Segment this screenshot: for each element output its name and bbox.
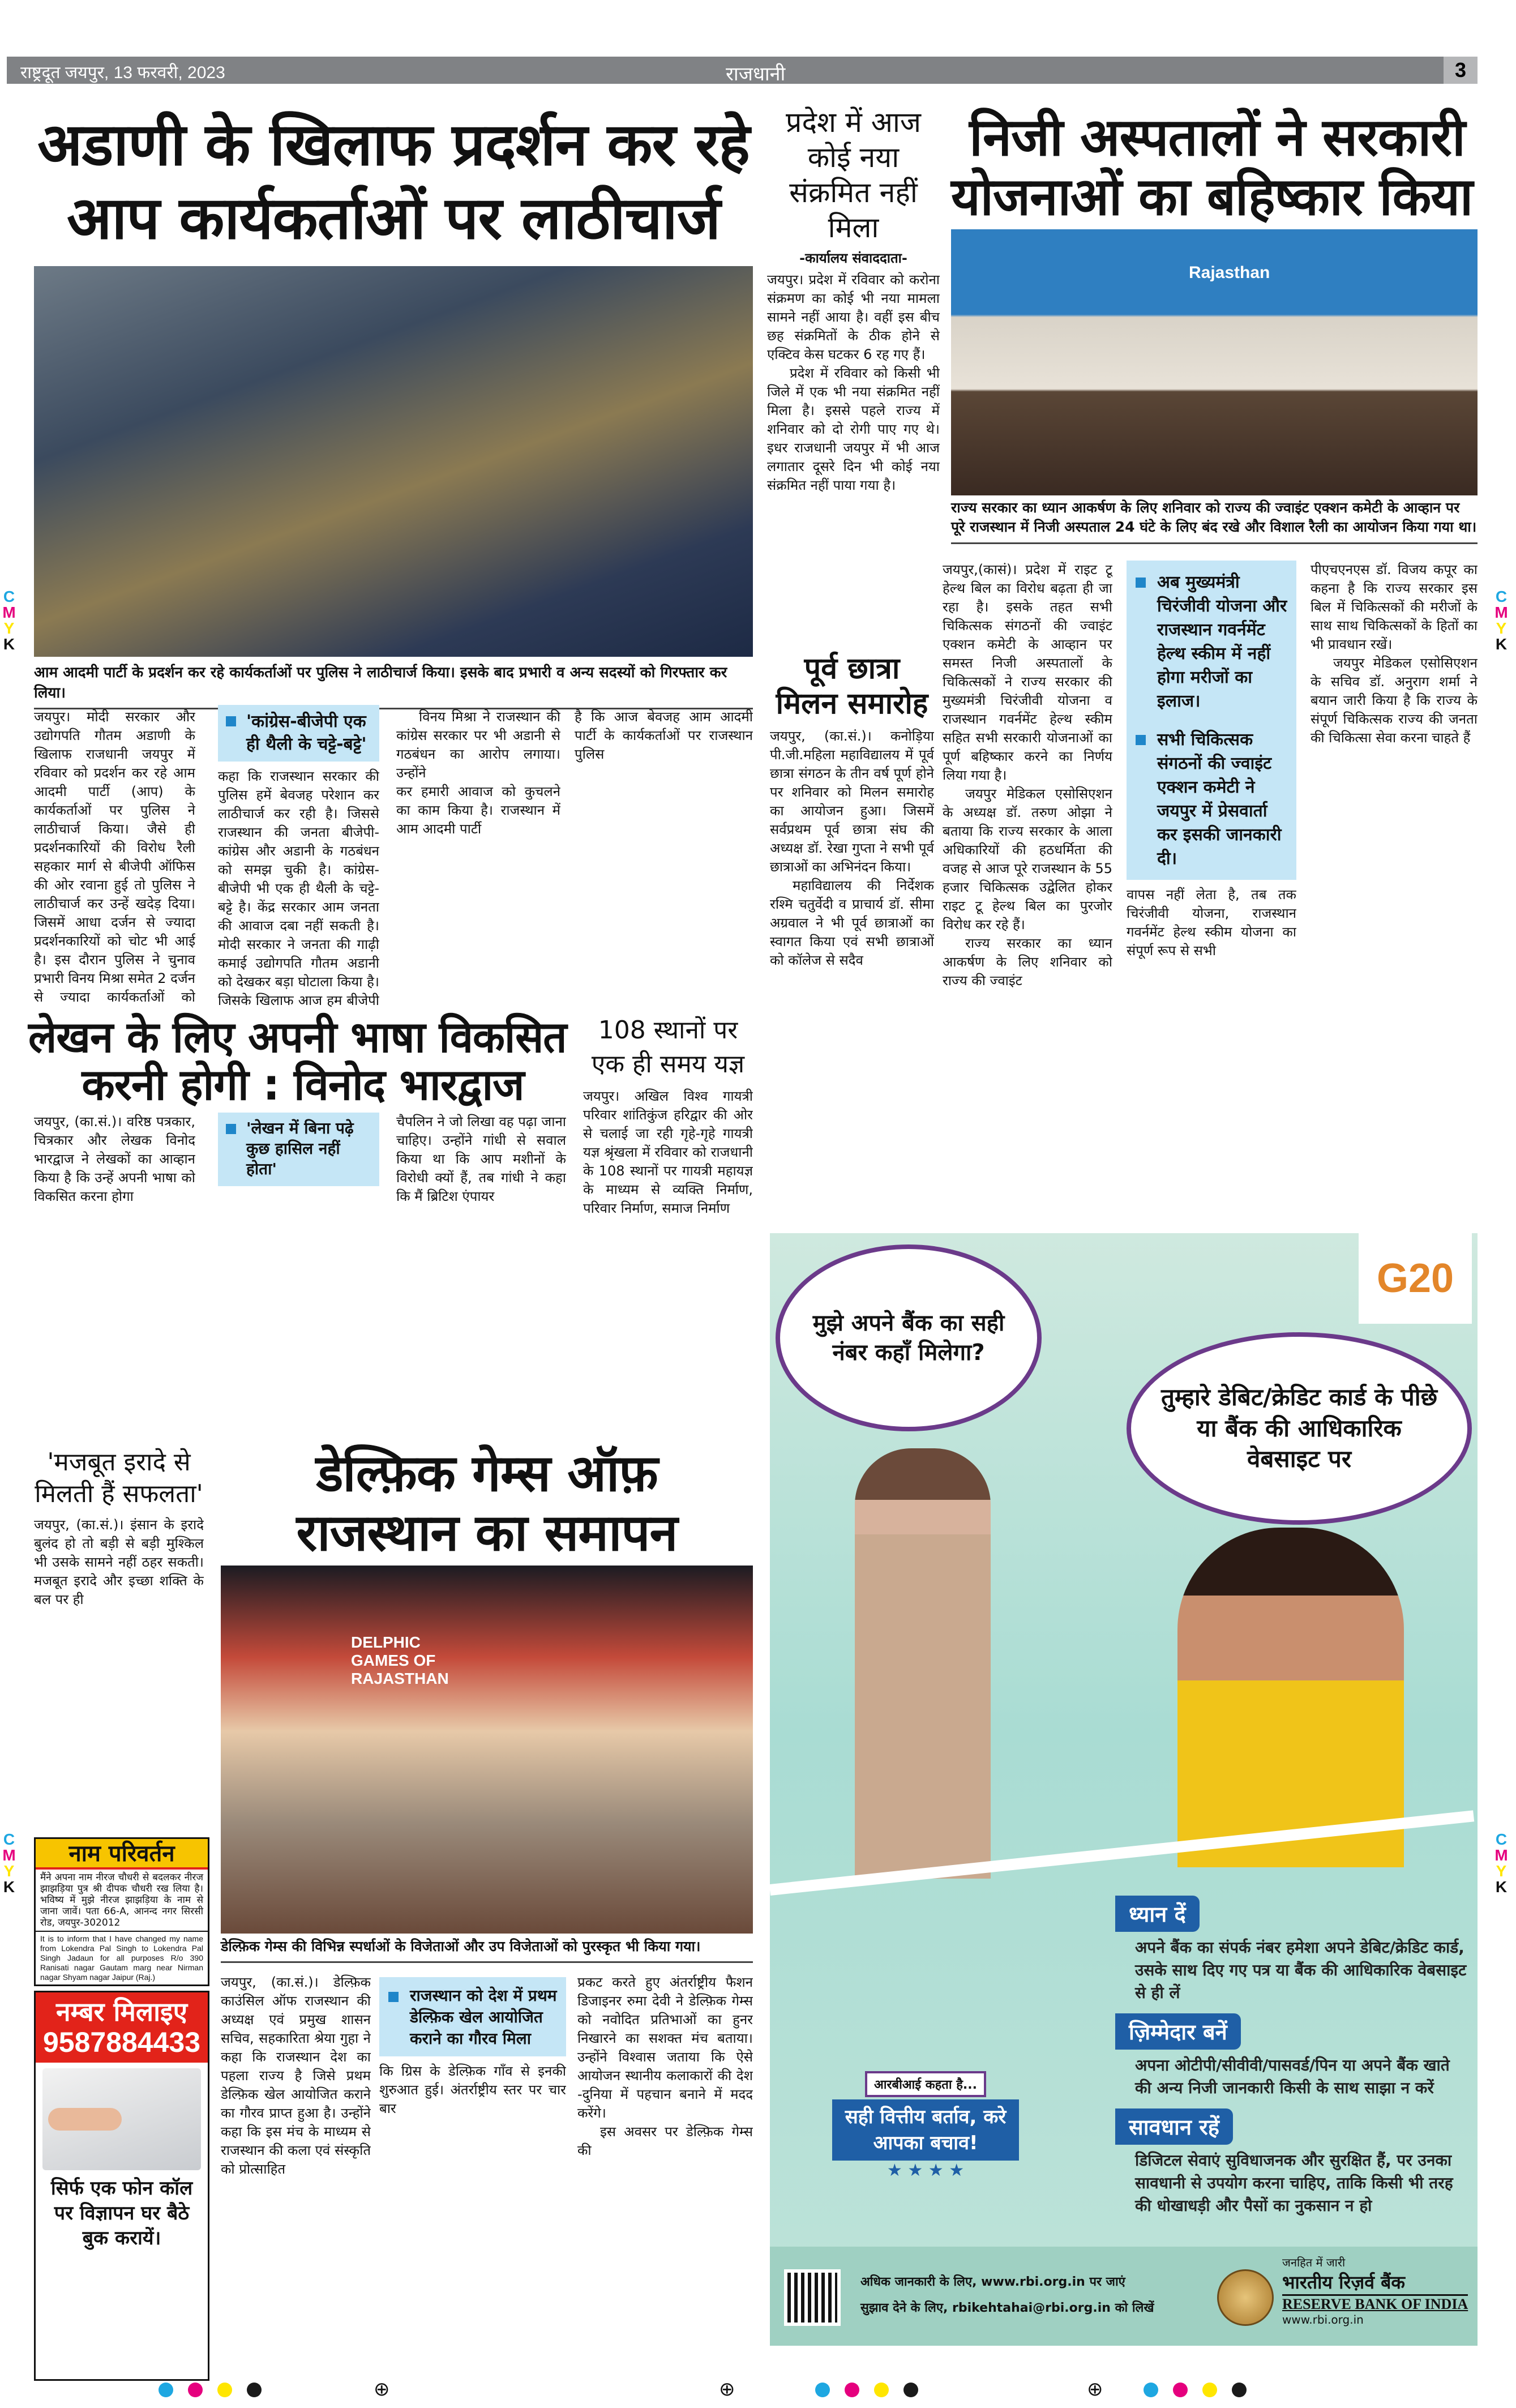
adani-headline — [28, 108, 759, 255]
cmyk-m: M — [1494, 1846, 1508, 1864]
bank-url[interactable]: www.rbi.org.in — [1282, 2313, 1364, 2326]
alumni-story — [770, 651, 934, 1223]
rbi-advertisement — [770, 1233, 1478, 2346]
rbi-badge — [832, 2071, 1019, 2180]
delphic-headline — [221, 1444, 753, 1563]
man-figure — [855, 1448, 991, 1879]
bank-name-hindi: भारतीय रिज़र्व बैंक — [1282, 2272, 1406, 2293]
registration-dot — [874, 2383, 889, 2397]
bullet-icon — [226, 716, 236, 726]
tip-text: अपना ओटीपी/सीवीवी/पासवर्ड/पिन या अपने बैंक खाते की अन्य निजी जानकारी किसी के साथ साझा न करें — [1135, 2056, 1450, 2097]
name-change-notice — [34, 1837, 209, 1986]
covid-headline: प्रदेश में आज कोई नया संक्रमित नहीं मिला — [786, 106, 921, 244]
pull-item — [1157, 728, 1290, 871]
column-text — [943, 561, 1112, 1223]
delphic-column-2 — [379, 1977, 566, 2381]
notice-english: It is to inform that I have changed my name from Lokendra Pal Singh to Lokendra Pal Singh Jadaun for all purposes R/o 390 Ranisati nagar Gautam marg near Nirman nagar Shyam nagar Jaipur (Raj.) — [40, 1934, 203, 1982]
headline-line: करनी होगी : विनोद भारद्वाज — [82, 1059, 524, 1110]
cmyk-k: K — [3, 635, 15, 653]
tip-title: ध्यान दें — [1115, 1896, 1200, 1932]
paragraph: कर हमारी आवाज को कुचलने का काम किया है। राजस्थान में आम आदमी पार्टी — [396, 784, 560, 837]
qr-code-icon[interactable] — [784, 2269, 841, 2326]
registration-dot — [159, 2383, 173, 2397]
writing-pull-quote — [218, 1113, 379, 1186]
paragraph: विनय मिश्रा ने राजस्थान की कांग्रेस सरकार पर भी अडानी से गठबंधन का आरोप लगाया। उन्होंने — [396, 709, 560, 781]
ad-phone-number[interactable]: 9587884433 — [42, 2026, 201, 2058]
registration-crosshair-icon: ⊕ — [719, 2378, 735, 2401]
cmyk-m: M — [2, 604, 16, 621]
column-text — [1311, 561, 1478, 1223]
registration-dot — [1202, 2383, 1217, 2397]
column-text — [379, 2062, 566, 2381]
column-text — [34, 708, 195, 1008]
protest-photo — [34, 266, 753, 657]
classified-ad — [34, 1991, 209, 2381]
paragraph: जयपुर मेडिकल एसोसिएशन के सचिव डॉ. अनुराग शर्मा ने बयान जारी किया है कि राज्य के संपूर्ण चिकित्सक राज्य की जनता की चिकित्सा सेवा करना चाहते हैं — [1311, 655, 1478, 746]
registration-crosshair-icon: ⊕ — [374, 2378, 390, 2401]
cmyk-k: K — [1495, 635, 1508, 653]
hospitals-column-1 — [943, 561, 1112, 1223]
writing-column-3 — [396, 1113, 566, 1430]
adani-column-4 — [575, 708, 753, 1008]
hospitals-pull-box — [1127, 561, 1296, 880]
hospitals-column-3 — [1311, 561, 1478, 1223]
adani-caption: आम आदमी पार्टी के प्रदर्शन कर रहे कार्यकर्ताओं पर पुलिस ने लाठीचार्ज किया। इसके बाद प्रभारी व अन्य सदस्यों को गिरफ्तार कर लिया। — [34, 661, 753, 709]
paragraph: कहा कि राजस्थान सरकार की पुलिस हमें बेवजह परेशान कर लाठीचार्ज कर रही है। जिससे राजस्थान की जनता बीजेपी-कांग्रेस और अडानी के गठबंधन को समझ चुकी है। कांग्रेस-बीजेपी भी एक ही थैली के चट्टे-बट्टे है। केंद्र सरकार आम जनता की आवाज दबा नहीं सकती है। मोदी सरकार ने जनता की गाढ़ी कमाई उद्योगपति गौतम अडानी को देखकर बड़ा घोटाला किया है। जिसके खिलाफ आज हम बीजेपी — [218, 768, 379, 1008]
covid-byline: -कार्यालय संवाददाता- — [799, 250, 907, 266]
hospitals-caption: राज्य सरकार का ध्यान आकर्षण के लिए शनिवार को राज्य की ज्वाइंट एक्शन कमेटी के आव्हान पर पूरे राजस्थान में निजी अस्पताल 24 घंटे के लिए बंद रखे और विशाल रैली का आयोजन किया गया था। — [951, 498, 1478, 544]
headline-line: राजस्थान का समापन — [296, 1503, 678, 1563]
paragraph: प्रदेश में रविवार को किसी भी जिले में एक भी नया संक्रमित नहीं मिला है। इससे पहले राज्य में शनिवार को दो रोगी पाए गए थे। इधर राजधानी जयपुर में भी आज लगातार दूसरे दिन भी कोई नया संक्रमित नहीं पाया गया है। — [767, 365, 940, 493]
registration-dot — [845, 2383, 859, 2397]
column-text — [34, 1113, 195, 1430]
writing-headline — [28, 1013, 577, 1109]
paragraph: जयपुर। अखिल विश्व गायत्री परिवार शांतिकुंज हरिद्वार की ओर से चलाई जा रही गृहे-गृहे गायत्री यज्ञ श्रृंखला में रविवार को राजधानी के 108 स्थानों पर गायत्री महायज्ञ के माध्यम से व्यक्ति निर्माण, परिवार निर्माण, समाज निर्माण — [583, 1088, 753, 1216]
success-headline: 'मजबूत इरादे से मिलती हैं सफलता' — [35, 1448, 203, 1508]
paragraph: जयपुर, (का.सं.)। डेल्फ़िक काउंसिल ऑफ राजस्थान की अध्यक्ष एवं प्रमुख शासन सचिव, सहकारिता श्रेया गुहा ने कहा कि राजस्थान देश का पहला राज्य है जिसे प्रथम डेल्फ़िक खेल आयोजित कराने का गौरव प्राप्त हुआ है। उन्होंने कहा कि इस मंच के माध्यम से राजस्थान की कला एवं संस्कृति को प्रोत्साहित — [221, 1974, 371, 2177]
cmyk-mark — [1494, 589, 1508, 652]
stars-icon: ★ ★ ★ ★ — [887, 2161, 965, 2180]
adani-column-2 — [218, 705, 379, 1008]
notice-title: नाम परिवर्तन — [36, 1839, 208, 1870]
bullet-icon — [1136, 578, 1146, 588]
paragraph: राज्य सरकार का ध्यान आकर्षण के लिए शनिवार को राज्य की ज्वाइंट — [943, 935, 1112, 989]
column-text — [1127, 886, 1296, 1223]
success-story — [34, 1447, 204, 1826]
headline-line: लेखन के लिए अपनी भाषा विकसित — [28, 1012, 567, 1062]
writing-column-2 — [218, 1113, 379, 1430]
paragraph: जयपुर,(कासं)। प्रदेश में राइट टू हेल्थ बिल का विरोध बढ़ता ही जा रहा है। इसके तहत सभी चिकित्सक संगठनों की ज्वाइंट एक्शन कमेटी के आव्हान पर समस्त निजी अस्पतालों के चिकित्सकों ने राज्य सरकार की मुख्यमंत्री चिरंजीवी योजना व राजस्थान गवर्नमेंट हेल्थ स्कीम सहित सभी सरकारी योजनाओं का पूर्ण बहिष्कार करने का निर्णय लिया गया है। — [943, 562, 1112, 783]
tip-text: अपने बैंक का संपर्क नंबर हमेशा अपने डेबिट/क्रेडिट कार्ड, उसके साथ दिए गए पत्र या बैंक की आधिकारिक वेबसाइट से ही लें — [1135, 1938, 1467, 2002]
cmyk-mark — [1494, 1832, 1508, 1895]
section-title: राजधानी — [726, 63, 786, 85]
cmyk-y: Y — [1496, 619, 1507, 637]
registration-dot — [1232, 2383, 1247, 2397]
page-number: 3 — [1444, 57, 1478, 84]
registration-dot — [247, 2383, 262, 2397]
paragraph: जयपुर मेडिकल एसोसिएशन के अध्यक्ष डॉ. तरुण ओझा ने बताया कि राज्य सरकार के आला अधिकारियों की हठधर्मिता की वजह से आज पूरे राजस्थान के 55 हजार चिकित्सक उद्वेलित होकर राइट टू हेल्थ बिल का पुरजोर विरोध कर रहे हैं। — [943, 786, 1112, 933]
writing-column-1 — [34, 1113, 195, 1430]
cmyk-c: C — [1495, 1830, 1508, 1848]
bullet-icon — [1136, 735, 1146, 745]
bullet-icon — [226, 1124, 236, 1134]
cmyk-k: K — [3, 1878, 15, 1896]
paragraph: चैपलिन ने जो लिखा वह पढ़ा जाना चाहिए। उन्होंने गांधी से सवाल किया था कि आप मशीनों के विरोधी क्यों हैं, तब गांधी ने कहा कि मैं ब्रिटिश एंपायर — [396, 1114, 566, 1204]
column-text — [396, 708, 560, 1008]
paragraph: पीएचएनएस डॉ. विजय कपूर का कहना है कि राज्य सरकार इस बिल में चिकित्सकों की मरीजों के साथ साथ चिकित्सकों के हितों का भी प्रावधान रखें। — [1311, 562, 1478, 652]
cmyk-y: Y — [3, 619, 15, 637]
paragraph: है कि आज बेवजह आम आदमी पार्टी के कार्यकर्ताओं पर राजस्थान पुलिस — [575, 709, 753, 762]
column-text — [577, 1973, 753, 2381]
paragraph: जयपुर, (का.सं.)। वरिष्ठ पत्रकार, चित्रकार और लेखक विनोद भारद्वाज ने लेखकों का आव्हान किया है कि उन्हें अपनी भाषा को विकसित करना होगा — [34, 1114, 195, 1204]
photo-banner-text: Rajasthan — [1189, 263, 1270, 282]
paragraph: प्रकट करते हुए अंतर्राष्ट्रीय फैशन डिजाइनर रुमा देवी ने डेल्फ़िक गेम्स को नवोदित प्रतिभाओं का हुनर निखारने का सशक्त मंच बताया। उन्होंने विश्वास जताया कि ऐसे आयोजन स्थानीय कलाकारों की देश -दुनिया में पहचान बनाने में मदद करेंगे। — [577, 1974, 753, 2121]
cmyk-mark — [2, 1832, 16, 1895]
pull-quote-text: 'लेखन में बिना पढ़े कुछ हासिल नहीं होता' — [246, 1119, 354, 1178]
registration-crosshair-icon: ⊕ — [1087, 2378, 1103, 2401]
tips-list — [1129, 1896, 1469, 2222]
headline-line: अडाणी के खिलाफ प्रदर्शन कर रहे — [37, 110, 750, 179]
registration-dot — [903, 2383, 918, 2397]
registration-dot — [1173, 2383, 1188, 2397]
pull-item — [1157, 571, 1290, 713]
column-text — [218, 767, 379, 1008]
tip-title: सावधान रहें — [1115, 2108, 1233, 2145]
paragraph: जयपुर, (का.सं.)। इंसान के इरादे बुलंद हो तो बड़ी से बड़ी मुश्किल भी उसके सामने नहीं ठहर सकती। मजबूत इरादे और इच्छा शक्ति के बल पर ही — [34, 1517, 204, 1607]
registration-dot — [815, 2383, 830, 2397]
ad-footer — [770, 2247, 1478, 2346]
tip-title: ज़िम्मेदार बनें — [1115, 2013, 1241, 2050]
delphic-column-1 — [221, 1973, 371, 2381]
registration-dot — [217, 2383, 232, 2397]
woman-figure — [1177, 1528, 1404, 1867]
column-text — [221, 1973, 371, 2381]
pull-quote-text: अब मुख्यमंत्री चिरंजीवी योजना और राजस्थान गवर्नमेंट हेल्थ स्कीम में नहीं होगा मरीजों का इलाज। — [1157, 572, 1287, 711]
cmyk-k: K — [1495, 1878, 1508, 1896]
covid-story — [767, 105, 940, 645]
pull-quote-text: राजस्थान को देश में प्रथम डेल्फ़िक खेल आयोजित कराने का गौरव मिला — [410, 1986, 557, 2048]
column-text — [575, 708, 753, 1008]
g20-logo: G20 — [1359, 1233, 1472, 1324]
column-text — [396, 1113, 566, 1430]
yagna-body — [583, 1087, 753, 1430]
alumni-body — [770, 727, 934, 1223]
left-ads-column — [34, 1837, 209, 2381]
cmyk-m: M — [2, 1846, 16, 1864]
badge-top-text: आरबीआई कहता है... — [865, 2071, 986, 2097]
ad-title: नम्बर मिलाइए — [55, 1996, 188, 2027]
paragraph: कि ग्रिस के डेल्फ़िक गाँव से इनकी शुरुआत हुई। अंतर्राष्ट्रीय स्तर पर चार बार — [379, 2063, 566, 2116]
hospitals-headline — [951, 108, 1483, 226]
registration-dot — [1144, 2383, 1158, 2397]
paragraph: जयपुर। मोदी सरकार और उद्योगपति गौतम अडाणी के खिलाफ राजधानी जयपुर में रविवार को प्रदर्शन कर रहे आम आदमी पार्टी (आप) के कार्यकर्ताओं पर पुलिस ने लाठीचार्ज किया। जैसे ही प्रदर्शनकारियों की विरोध रैली सहकार मार्ग से बीजेपी ऑफिस की ओर रवाना हुई तो पुलिस ने लाठीचार्ज कर उन्हें खदेड़ दिया। जिसमें आधा दर्जन से ज्यादा प्रदर्शनकारियों को चोट भी आई है। इस दौरान पुलिस ने चुनाव प्रभारी विनय मिश्रा समेत 2 दर्जन से ज्यादा कार्यकर्ताओं को — [34, 709, 195, 1005]
keypad-photo — [42, 2068, 201, 2170]
adani-pull-quote — [218, 705, 379, 762]
answer-bubble: तुम्हारे डेबिट/क्रेडिट कार्ड के पीछे या बैंक की आधिकारिक वेबसाइट पर — [1127, 1332, 1472, 1525]
masthead-bar — [7, 57, 1478, 84]
yagna-story — [583, 1013, 753, 1430]
delphic-pull-quote — [379, 1977, 566, 2056]
rbi-seal-icon — [1217, 2269, 1274, 2326]
headline-line: निजी अस्पतालों ने सरकारी — [969, 107, 1465, 168]
delphic-caption: डेल्फ़िक गेम्स की विभिन्न स्पर्धाओं के विजेताओं और उप विजेताओं को पुरस्कृत भी किया गया। — [221, 1936, 753, 1963]
award-ceremony-photo — [221, 1566, 753, 1934]
info-line: सुझाव देने के लिए, rbikehtahai@rbi.org.in को लिखें — [860, 2301, 1154, 2315]
press-conference-photo — [951, 229, 1478, 495]
photo-banner-text: DELPHIC GAMES OF RAJASTHAN — [351, 1633, 449, 1687]
ad-contact-info — [860, 2269, 1206, 2321]
cmyk-mark — [2, 589, 16, 652]
cmyk-c: C — [3, 1830, 15, 1848]
paragraph: जयपुर, (का.सं.)। कनोड़िया पी.जी.महिला महाविद्यालय में पूर्व छात्रा संगठन के तीन वर्ष पूर्ण होने पर शनिवार को मिलन समारोह का आयोजन हुआ। जिसमें सर्वप्रथम पूर्व छात्रा संघ की अध्यक्ष डॉ. रेखा गुप्ता ने सभी पूर्व छात्राओं का अभिनंदन किया। — [770, 728, 934, 875]
rbi-branding — [1282, 2255, 1468, 2326]
paragraph: महाविद्यालय की निर्देशक रश्मि चतुर्वेदी व प्राचार्य डॉ. सीमा अग्रवाल ने भी पूर्व छात्राओं का स्वागत किया एवं सभी छात्राओं को कॉलेज से सदैव — [770, 878, 934, 968]
covid-body — [767, 271, 940, 645]
cmyk-m: M — [1494, 604, 1508, 621]
headline-line: डेल्फ़िक गेम्स ऑफ़ — [316, 1444, 658, 1503]
finger-icon — [48, 2108, 122, 2131]
cmyk-c: C — [3, 588, 15, 605]
ad-tagline: सिर्फ एक फोन कॉल पर विज्ञापन घर बैठे बुक करायें। — [50, 2177, 193, 2249]
masthead-date: राष्ट्रदूत जयपुर, 13 फरवरी, 2023 — [20, 63, 225, 82]
pull-quote-text: सभी चिकित्सक संगठनों की ज्वाइंट एक्शन कमेटी ने जयपुर में प्रेसवार्ता कर इसकी जानकारी दी। — [1157, 730, 1282, 869]
ad-header — [36, 1992, 208, 2063]
issued-text: जनहित में जारी — [1282, 2256, 1346, 2269]
delphic-column-3 — [577, 1973, 753, 2381]
pull-quote-text: 'कांग्रेस-बीजेपी एक ही थैली के चट्टे-बट्टे' — [246, 712, 367, 754]
info-line: अधिक जानकारी के लिए, www.rbi.org.in पर जाएं — [860, 2275, 1125, 2289]
paragraph: वापस नहीं लेता है, तब तक चिरंजीवी योजना, राजस्थान गवर्नमेंट हेल्थ स्कीम योजना का संपूर्ण रूप से सभी — [1127, 887, 1296, 959]
notice-hindi: मैंने अपना नाम नीरज चौधरी से बदलकर नीरज झाझड़िया पुत्र श्री दीपक चौधरी रख लिया है। भविष्य में मुझे नीरज झाझड़िया के नाम से जाना जावें। पता 66-A, आनन्द नगर सिरसी रोड, जयपुर-302012 — [36, 1870, 208, 1932]
cmyk-y: Y — [3, 1862, 15, 1880]
yagna-headline: 108 स्थानों पर एक ही समय यज्ञ — [591, 1016, 745, 1079]
paragraph: इस अवसर पर डेल्फ़िक गेम्स की — [577, 2124, 753, 2158]
headline-line: आप कार्यकर्ताओं पर लाठीचार्ज — [66, 183, 721, 253]
adani-column-1 — [34, 708, 195, 1008]
bullet-icon — [388, 1992, 399, 2002]
tip-text: डिजिटल सेवाएं सुविधाजनक और सुरक्षित हैं, पर उनका सावधानी से उपयोग करना चाहिए, ताकि किसी भी तरह की धोखाधड़ी और पैसों का नुकसान न हो — [1135, 2151, 1453, 2215]
cmyk-y: Y — [1496, 1862, 1507, 1880]
success-body — [34, 1516, 204, 1826]
bank-name-english: RESERVE BANK OF INDIA — [1282, 2294, 1468, 2313]
registration-dot — [188, 2383, 203, 2397]
headline-line: योजनाओं का बहिष्कार किया — [951, 166, 1473, 227]
badge-main-text: सही वित्तीय बर्ताव, करे आपका बचाव! — [832, 2099, 1019, 2161]
alumni-headline: पूर्व छात्रा मिलन समारोह — [776, 652, 928, 721]
question-bubble: मुझे अपने बैंक का सही नंबर कहाँ मिलेगा? — [776, 1244, 1042, 1431]
cmyk-c: C — [1495, 588, 1508, 605]
adani-column-3 — [396, 708, 560, 1008]
paragraph: जयपुर। प्रदेश में रविवार को करोना संक्रमण का कोई भी नया मामला सामने नहीं आया है। वहीं इस बीच छह संक्रमितों के ठीक होने से एक्टिव केस घटकर 6 रह गए हैं। — [767, 272, 940, 362]
hospitals-column-2 — [1127, 561, 1296, 1223]
